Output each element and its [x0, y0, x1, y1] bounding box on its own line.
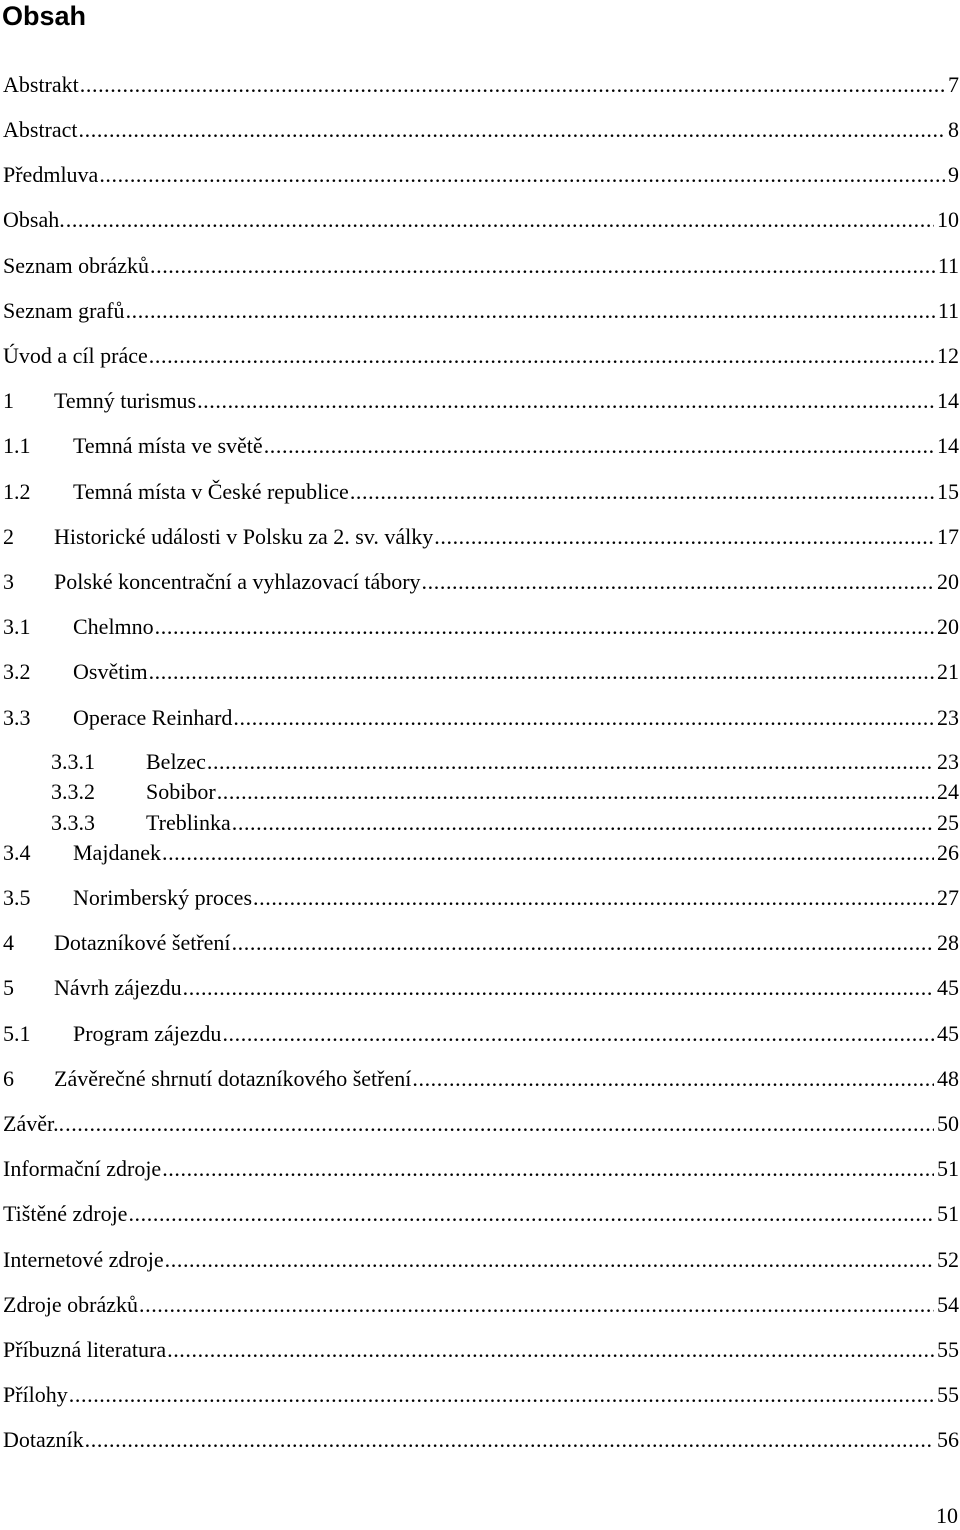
toc-entry-label: Předmluva [3, 162, 99, 187]
toc-entry-page: 54 [937, 1292, 959, 1317]
toc-leader-dots [126, 296, 935, 326]
toc-leader-dots [79, 115, 945, 145]
toc-entry-label: Dotazníkové šetření [54, 930, 231, 955]
toc-entry[interactable] [3, 703, 959, 733]
toc-entry-number: 3.3 [3, 705, 31, 730]
toc-entry-page: 45 [937, 975, 959, 1000]
toc-entry-page: 7 [948, 72, 959, 97]
toc-entry-label: Přílohy [3, 1382, 68, 1407]
toc-leader-dots [232, 808, 934, 838]
toc-entry-number: 1.2 [3, 479, 31, 504]
toc-entry-page: 21 [937, 659, 959, 684]
toc-leader-dots [65, 1109, 934, 1139]
toc-entry[interactable] [3, 431, 959, 461]
toc-leader-dots [197, 386, 934, 416]
toc-entry-label: Program zájezdu [73, 1021, 222, 1046]
toc-entry[interactable] [3, 1425, 959, 1455]
toc-leader-dots [222, 1019, 934, 1049]
toc-entry-page: 20 [937, 569, 959, 594]
toc-entry-page: 52 [937, 1247, 959, 1272]
toc-entry-page: 24 [937, 779, 959, 804]
toc-entry-number: 3.3.3 [51, 810, 95, 835]
toc-entry-label: Operace Reinhard [73, 705, 233, 730]
toc-leader-dots [232, 928, 934, 958]
toc-entry-label: Seznam grafů [3, 298, 125, 323]
toc-entry-number: 3.3.1 [51, 749, 95, 774]
toc-leader-dots [69, 1380, 934, 1410]
toc-leader-dots [150, 251, 935, 281]
toc-entry-page: 27 [937, 885, 959, 910]
toc-entry-page: 14 [937, 433, 959, 458]
toc-leader-dots [139, 1290, 934, 1320]
toc-entry-label: Abstrakt [3, 72, 79, 97]
toc-leader-dots [99, 160, 945, 190]
toc-entry-label: Chelmno [73, 614, 154, 639]
toc-leader-dots [434, 522, 934, 552]
toc-entry[interactable] [3, 115, 959, 145]
toc-entry[interactable] [3, 296, 959, 326]
toc-leader-dots [233, 703, 934, 733]
toc-leader-dots [85, 1425, 934, 1455]
toc-entry-page: 55 [937, 1337, 959, 1362]
toc-entry-page: 28 [937, 930, 959, 955]
toc-entry[interactable] [3, 973, 959, 1003]
toc-entry[interactable] [3, 386, 959, 416]
toc-entry-label: Osvětim [73, 659, 148, 684]
toc-leader-dots [207, 747, 934, 777]
toc-entry-number: 3.1 [3, 614, 31, 639]
toc-entry-page: 50 [937, 1111, 959, 1136]
toc-entry-page: 12 [937, 343, 959, 368]
toc-leader-dots [80, 70, 945, 100]
page-number: 10 [936, 1503, 958, 1528]
toc-entry-page: 11 [937, 298, 959, 323]
toc-entry-label: Norimberský proces [73, 885, 253, 910]
toc-leader-dots [165, 1245, 934, 1275]
toc-entry-number: 5 [3, 975, 14, 1000]
toc-entry[interactable] [3, 341, 959, 371]
toc-entry-number: 3.2 [3, 659, 31, 684]
toc-entry-number: 3 [3, 569, 14, 594]
toc-entry[interactable] [3, 477, 959, 507]
toc-leader-dots [183, 973, 934, 1003]
toc-entry-page: 17 [937, 524, 959, 549]
toc-entry-page: 14 [937, 388, 959, 413]
toc-entry-label: Dotazník [3, 1427, 84, 1452]
toc-leader-dots [217, 777, 934, 807]
toc-entry-number: 3.4 [3, 840, 31, 865]
toc-entry-label: Historické události v Polsku za 2. sv. války [54, 524, 434, 549]
toc-entry-page: 26 [937, 840, 959, 865]
toc-entry[interactable] [3, 522, 959, 552]
toc-entry[interactable] [3, 1109, 959, 1139]
toc-leader-dots [149, 657, 934, 687]
toc-leader-dots [155, 612, 934, 642]
toc-entry[interactable] [3, 928, 959, 958]
toc-entry-number: 6 [3, 1066, 14, 1091]
toc-leader-dots [422, 567, 934, 597]
toc-entry-page: 8 [948, 117, 959, 142]
toc-entry[interactable] [3, 1019, 959, 1049]
toc-entry-number: 5.1 [3, 1021, 31, 1046]
toc-entry-number: 4 [3, 930, 14, 955]
toc-entry[interactable] [3, 1290, 959, 1320]
toc-leader-dots [128, 1199, 934, 1229]
toc-entry-page: 56 [937, 1427, 959, 1452]
toc-entry-page: 11 [937, 253, 959, 278]
toc-entry-label: Belzec [146, 749, 206, 774]
toc-entry-label: Seznam obrázků [3, 253, 149, 278]
toc-entry-page: 23 [937, 749, 959, 774]
toc-entry-number: 2 [3, 524, 14, 549]
toc-entry-label: Informační zdroje [3, 1156, 162, 1181]
toc-entry[interactable] [3, 205, 959, 235]
toc-entry[interactable] [51, 777, 959, 807]
toc-entry[interactable] [3, 1335, 959, 1365]
toc-entry[interactable] [3, 1154, 959, 1184]
toc-entry-label: Závěrečné shrnutí dotazníkového šetření [54, 1066, 412, 1091]
toc-entry-page: 23 [937, 705, 959, 730]
toc-entry-label: Treblinka [146, 810, 231, 835]
toc-entry-label: Návrh zájezdu [54, 975, 182, 1000]
toc-leader-dots [162, 838, 934, 868]
toc-entry[interactable] [3, 251, 959, 281]
toc-entry-label: Temný turismus [54, 388, 197, 413]
toc-entry-label: Internetové zdroje [3, 1247, 164, 1272]
toc-entry-number: 3.5 [3, 885, 31, 910]
toc-entry[interactable] [3, 883, 959, 913]
toc-entry[interactable] [3, 838, 959, 868]
toc-entry-page: 15 [937, 479, 959, 504]
toc-entry-label: Příbuzná literatura [3, 1337, 167, 1362]
toc-leader-dots [66, 205, 934, 235]
toc-entry[interactable] [3, 1380, 959, 1410]
toc-leader-dots [167, 1335, 934, 1365]
toc-leader-dots [412, 1064, 934, 1094]
page-title: Obsah [2, 1, 87, 31]
toc-entry-label: Abstract [3, 117, 78, 142]
toc-entry-label: Tištěné zdroje [3, 1201, 128, 1226]
toc-entry[interactable] [3, 657, 959, 687]
toc-entry[interactable] [3, 70, 959, 100]
toc-entry-label: Sobibor [146, 779, 216, 804]
toc-entry[interactable] [51, 808, 959, 838]
toc-entry[interactable] [3, 1245, 959, 1275]
toc-entry-label: Zdroje obrázků [3, 1292, 138, 1317]
toc-entry-label: Temná místa ve světě [73, 433, 263, 458]
toc-leader-dots [253, 883, 934, 913]
toc-entry[interactable] [3, 1199, 959, 1229]
toc-entry[interactable] [3, 612, 959, 642]
toc-entry-page: 51 [937, 1201, 959, 1226]
toc-entry[interactable] [3, 160, 959, 190]
toc-entry[interactable] [51, 747, 959, 777]
toc-entry-number: 1 [3, 388, 14, 413]
toc-entry-number: 3.3.2 [51, 779, 95, 804]
toc-leader-dots [350, 477, 934, 507]
toc-entry-page: 48 [937, 1066, 959, 1091]
toc-entry-page: 51 [937, 1156, 959, 1181]
toc-entry-label: Obsah. [3, 207, 65, 232]
toc-entry-label: Polské koncentrační a vyhlazovací tábory [54, 569, 421, 594]
toc-leader-dots [264, 431, 934, 461]
toc-entry-page: 20 [937, 614, 959, 639]
toc-entry-label: Úvod a cíl práce [3, 343, 148, 368]
toc-entry-number: 1.1 [3, 433, 31, 458]
toc-entry-page: 25 [937, 810, 959, 835]
toc-entry[interactable] [3, 1064, 959, 1094]
toc-entry[interactable] [3, 567, 959, 597]
toc-entry-page: 9 [948, 162, 959, 187]
toc-entry-page: 10 [937, 207, 959, 232]
toc-entry-label: Temná místa v České republice [73, 479, 349, 504]
toc-leader-dots [162, 1154, 934, 1184]
toc-entry-page: 55 [937, 1382, 959, 1407]
toc-entry-label: Majdanek [73, 840, 161, 865]
toc-entry-page: 45 [937, 1021, 959, 1046]
toc-leader-dots [149, 341, 934, 371]
toc-entry-label: Závěr.. [3, 1111, 65, 1136]
